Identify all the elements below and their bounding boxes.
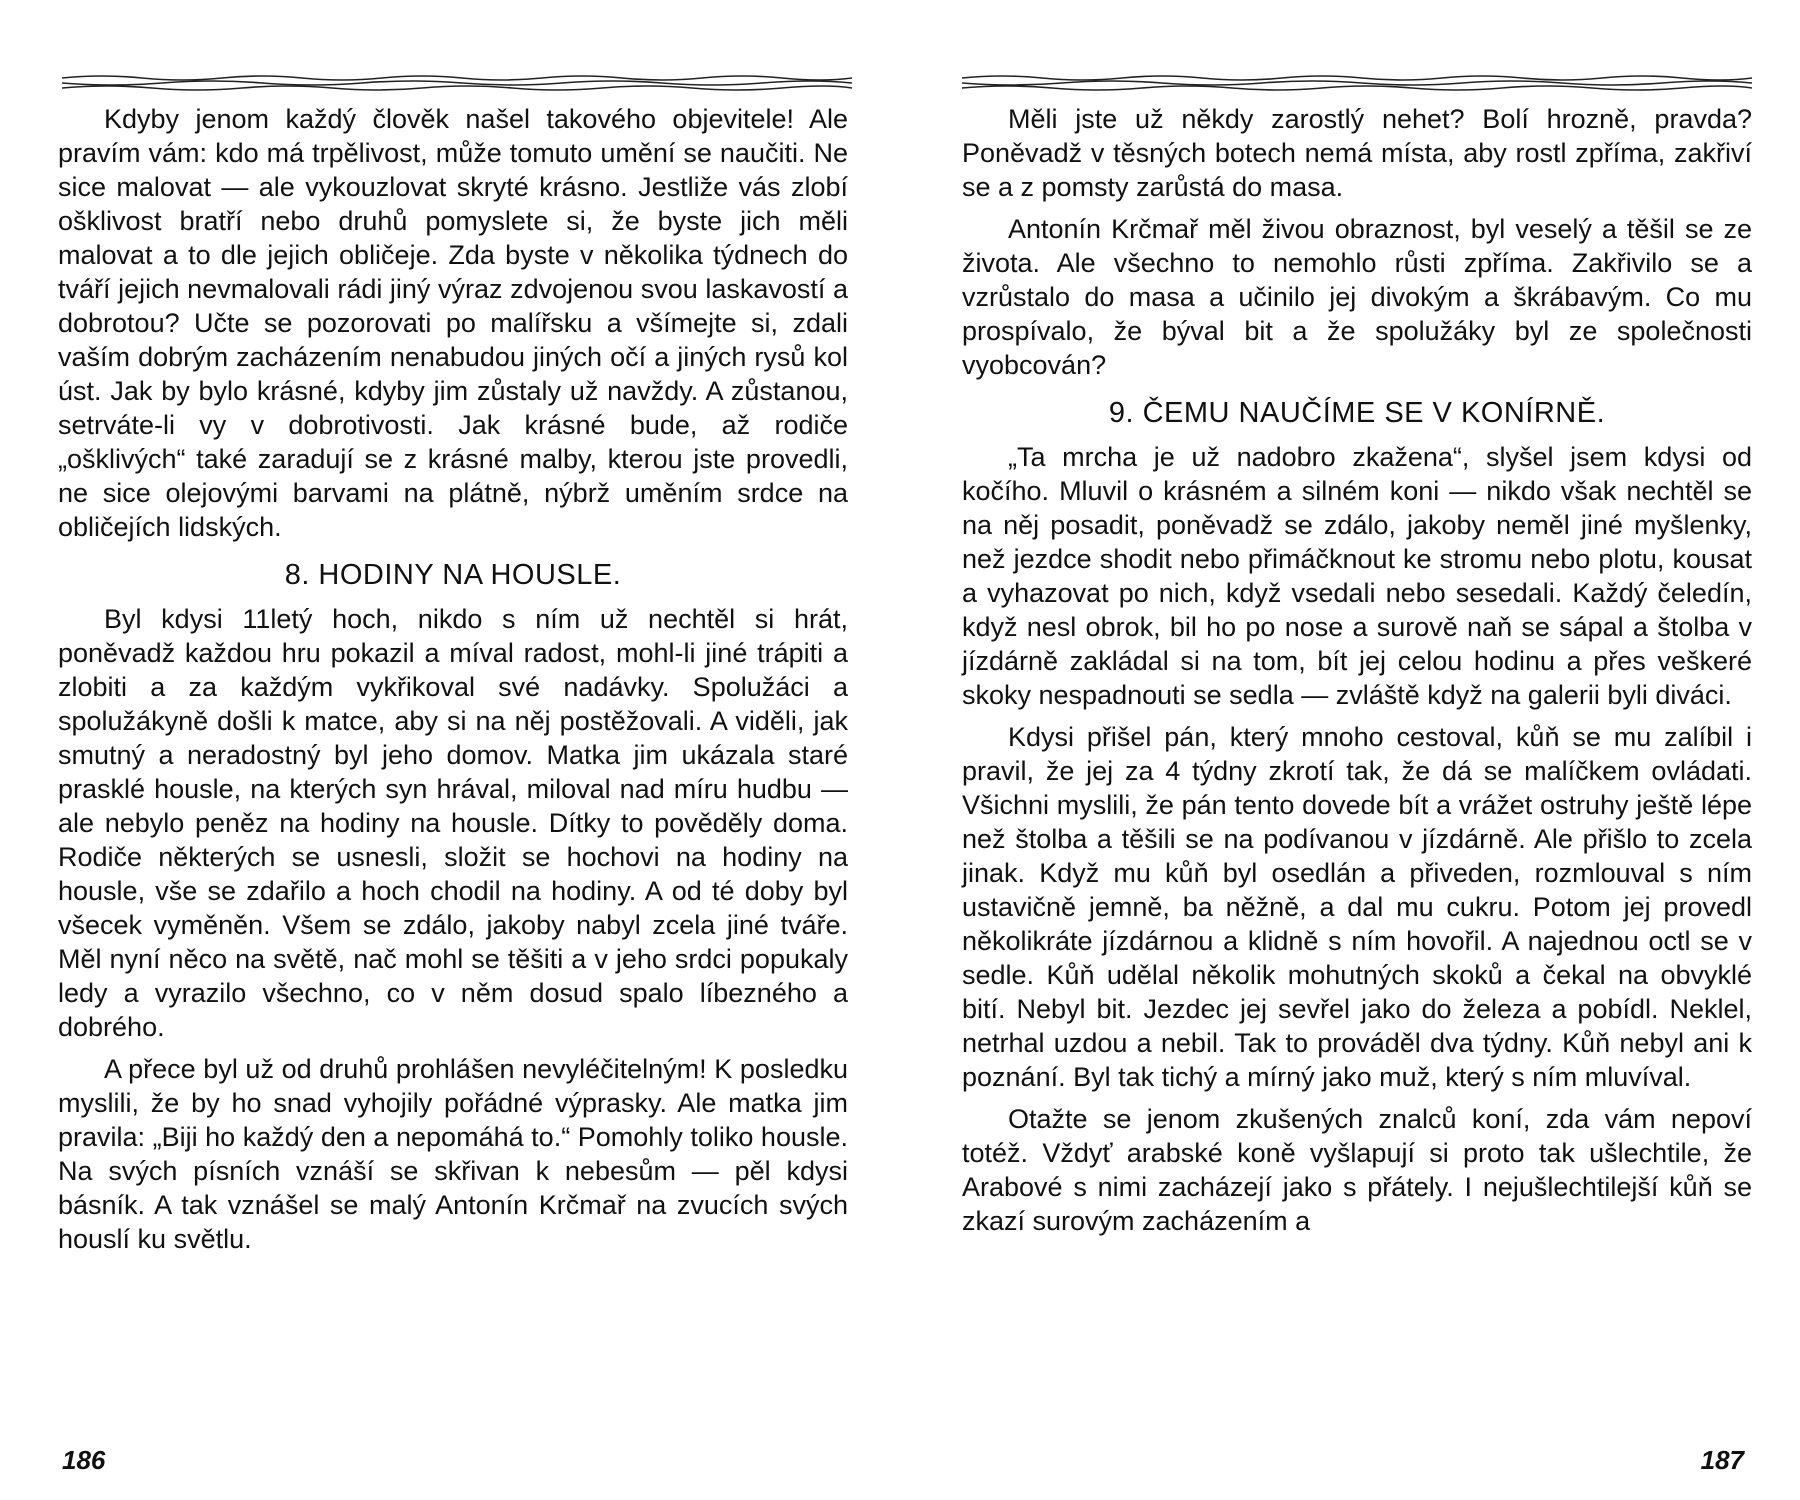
paragraph: Kdyby jenom každý člověk našel takového objevitele! Ale pravím vám: kdo má trpělivost, může tomuto umění se naučiti. Ne sice malovat — ale vykouzlovat skryté krásno. Jestliže vás zlobí ošklivost bratří nebo druhů pomyslete si, že byste jich měli malovat a to dle jejich obličeje. Zda byste v několika týdnech do tváří jejich nevmalovali rádi jiný výraz zdvojenou svou laskavostí a dobrotou? Učte se pozorovati po malířsku a všímejte si, zdali vaším dobrým zacházením nenabudou jiných očí a jiných rysů kol úst. Jak by bylo krásné, kdyby jim zůstaly už navždy. A zůstanou, setrváte-li vy v dobrotivosti. Jak krásné bude, až rodiče „ošklivých“ také zaradují se z krásné malby, kterou jste provedli, ne sice olejovými barvami na plátně, nýbrž uměním srdce na obličejích lidských. (58, 104, 848, 542)
left-page-text (58, 102, 848, 1264)
chapter-heading: 8. HODINY NA HOUSLE. (284, 559, 622, 591)
paragraph: Měli jste už někdy zarostlý nehet? Bolí hrozně, pravda? Poněvadž v těsných botech nemá místa, aby rostl zpříma, zakřiví se a z pomsty zarůstá do masa. (962, 104, 1752, 202)
paragraph: Otažte se jenom zkušených znalců koní, zda vám nepoví totéž. Vždyť arabské koně vyšlapují si proto tak ušlechtile, že Arabové s nimi zacházejí jako s přátely. I nejušlechtilejší kůň se zkazí surovým zacházením a (962, 1104, 1752, 1236)
page-number: 187 (1700, 1445, 1744, 1475)
header-ornament (62, 72, 852, 94)
paragraph: „Ta mrcha je už nadobro zkažena“, slyšel jsem kdysi od kočího. Mluvil o krásném a silném koni — nikdo však nechtěl se na něj posadit, poněvadž se zdálo, jakoby neměl jiné myšlenky, než jezdce shodit nebo přimáčknout ke stromu nebo plotu, kousat a vyhazovat po nich, když vsedali nebo sesedali. Každý čeledín, když nesl obrok, bil ho po nose a surově naň se sápal a štolba v jízdárně zakládal si na tom, bít jej celou hodinu a přes veškeré skoky nespadnouti se sedla — zvláště když na galerii byli diváci. (962, 442, 1752, 710)
right-page (900, 0, 1800, 1500)
paragraph: A přece byl už od druhů prohlášen nevyléčitelným! K posledku myslili, že by ho snad vyhojily pořádné výprasky. Ale matka jim pravila: „Biji ho každý den a nepomáhá to.“ Pomohly toliko housle. Na svých písních vznáší se skřivan k nebesům — pěl kdysi básník. A tak vznášel se malý Antonín Krčmař na zvucích svých houslí ku světlu. (58, 1054, 848, 1254)
paragraph: Byl kdysi 11letý hoch, nikdo s ním už nechtěl si hrát, poněvadž každou hru pokazil a míval radost, mohl-li jiné trápiti a zlobiti a za každým vykřikoval své nadávky. Spolužáci a spolužákyně došli k matce, aby si na něj postěžovali. A viděli, jak smutný a neradostný byl jeho domov. Matka jim ukázala staré prasklé housle, na kterých syn hrával, miloval nad míru hudbu — ale nebylo peněz na hodiny na housle. Dítky to pověděly doma. Rodiče některých se usnesli, složit se hochovi na hodiny na housle, vše se zdařilo a hoch chodil na hodiny. A od té doby byl všecek vyměněn. Všem se zdálo, jakoby nabyl zcela jiné tváře. Měl nyní něco na světě, nač mohl se těšiti a v jeho srdci popukaly ledy a vyrazilo všechno, co v něm dosud spalo líbezného a dobrého. (58, 604, 848, 1042)
right-page-text (962, 102, 1752, 1246)
chapter-heading: 9. ČEMU NAUČÍME SE V KONÍRNĚ. (1108, 397, 1606, 429)
paragraph: Kdysi přišel pán, který mnoho cestoval, kůň se mu zalíbil i pravil, že jej za 4 týdny zkrotí tak, že dá se malíčkem ovládati. Všichni myslili, že pán tento dovede bít a vrážet ostruhy ještě lépe než štolba a těšili se na podívanou v jízdárně. Ale přišlo to zcela jinak. Když mu kůň byl osedlán a přiveden, rozmlouval s ním ustavičně jemně, ba něžně, a dal mu cukru. Potom jej provedl několikráte jízdárnou a klidně s ním hovořil. A najednou octl se v sedle. Kůň udělal několik mohutných skoků a čekal na obvyklé bití. Nebyl bit. Jezdec jej sevřel jako do železa a pobídl. Neklel, netrhal uzdou a nebil. Tak to prováděl dva týdny. Kůň nebyl ani k poznání. Byl tak tichý a mírný jako muž, který s ním mluvíval. (962, 722, 1752, 1092)
paragraph: Antonín Krčmař měl živou obraznost, byl veselý a těšil se ze života. Ale všechno to nemohlo růsti zpříma. Zakřivilo se a vzrůstalo do masa a učinilo jej divokým a škrábavým. Co mu prospívalo, že býval bit a že spolužáky byl ze společnosti vyobcován? (962, 214, 1752, 380)
header-ornament (962, 72, 1752, 94)
page-number: 186 (62, 1445, 106, 1475)
